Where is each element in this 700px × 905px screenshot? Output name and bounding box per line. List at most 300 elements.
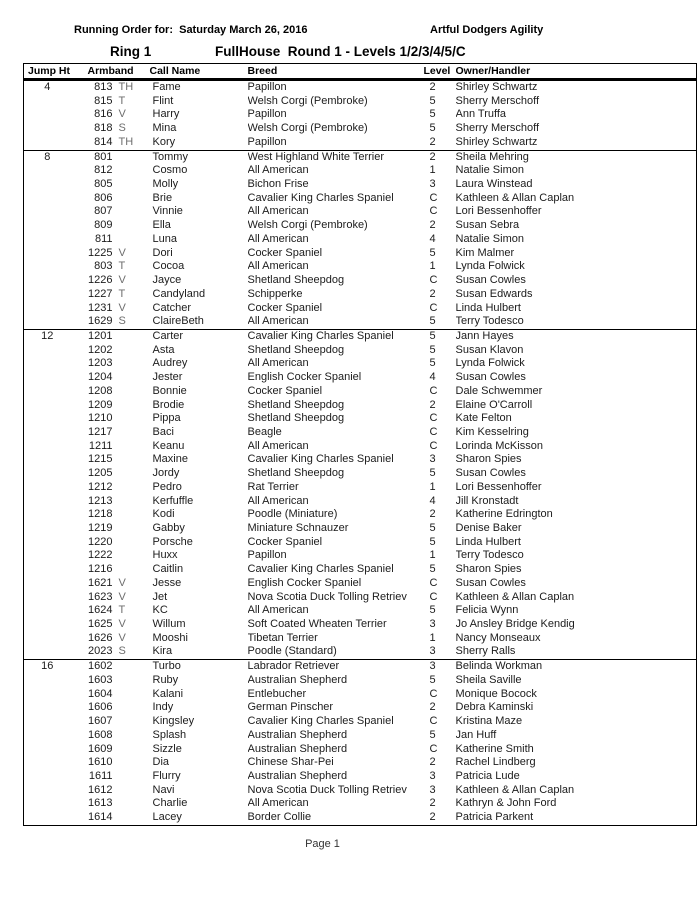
call-name-cell: Luna	[152, 232, 177, 245]
jump-height-cell	[24, 178, 71, 192]
header-jump-ht: Jump Ht	[28, 65, 70, 77]
table-header-row	[24, 64, 697, 80]
level-cell: C	[429, 439, 438, 452]
level-cell: 2	[429, 701, 436, 714]
armband-cell: 803	[94, 260, 113, 273]
owner-handler-cell: Denise Baker	[455, 522, 522, 534]
club-name: Artful Dodgers Agility	[430, 24, 544, 36]
level-cell: 5	[429, 108, 436, 121]
armband-cell: 1210	[88, 412, 113, 425]
owner-handler-cell: Susan Cowles	[455, 576, 526, 589]
page-number: Page 1	[305, 838, 340, 850]
jump-height-cell	[24, 302, 71, 316]
owner-handler-cell: Lynda Folwick	[455, 357, 525, 370]
owner-handler-cell: Terry Todesco	[455, 549, 524, 562]
owner-handler-cell: Kristina Maze	[455, 715, 523, 728]
owner-handler-cell: Patricia Parkent	[455, 811, 534, 824]
jump-height-cell	[24, 549, 71, 563]
jump-height-cell	[24, 412, 71, 426]
table-row	[24, 426, 697, 440]
armband-cell: 1205	[88, 467, 113, 480]
armband-tag-cell	[113, 399, 143, 413]
armband-tag-cell	[113, 178, 143, 192]
owner-handler-cell: Patricia Lude	[455, 769, 520, 782]
call-name-cell: Splash	[152, 728, 187, 741]
owner-handler-cell: Jan Huff	[455, 728, 497, 741]
breed-cell: Papillon	[247, 549, 287, 562]
owner-handler-cell: Sherry Merschoff	[455, 94, 540, 107]
jump-height-cell	[24, 522, 71, 536]
level-cell: 5	[429, 563, 436, 576]
table-row	[24, 399, 697, 413]
armband-tag-cell	[113, 440, 143, 454]
jump-height-cell	[24, 205, 71, 219]
breed-cell: Papillon	[247, 81, 287, 93]
level-cell: 4	[429, 371, 436, 384]
table-row	[24, 674, 697, 688]
breed-cell: Cavalier King Charles Spaniel	[247, 715, 394, 728]
armband-tag-cell	[113, 205, 143, 219]
owner-handler-cell: Shirley Schwartz	[455, 135, 538, 148]
table-row	[24, 508, 697, 522]
breed-cell: Beagle	[247, 425, 282, 438]
call-name-cell: Cosmo	[152, 164, 188, 177]
armband-tag-cell	[113, 660, 143, 674]
breed-cell: Shetland Sheepdog	[247, 398, 345, 411]
jump-height-cell	[24, 729, 71, 743]
jump-height-cell	[24, 688, 71, 702]
armband-tag-cell	[113, 344, 143, 358]
armband-cell: 1607	[88, 715, 113, 728]
owner-handler-cell: Sherry Ralls	[455, 645, 516, 658]
armband-cell: 1613	[88, 797, 113, 810]
owner-handler-cell: Belinda Workman	[455, 660, 543, 673]
owner-handler-cell: Sharon Spies	[455, 563, 522, 576]
owner-handler-cell: Katherine Smith	[455, 742, 534, 755]
armband-tag-cell: V	[118, 576, 126, 589]
armband-cell: 806	[94, 191, 113, 204]
header-owner-handler: Owner/Handler	[455, 65, 531, 77]
breed-cell: Australian Shepherd	[247, 769, 348, 782]
breed-cell: Tibetan Terrier	[247, 631, 318, 644]
table-row	[24, 122, 697, 136]
table-row	[24, 467, 697, 481]
call-name-cell: Sizzle	[152, 742, 182, 755]
armband-cell: 1226	[88, 274, 113, 287]
breed-cell: Chinese Shar-Pei	[247, 756, 334, 769]
owner-handler-cell: Susan Cowles	[455, 371, 526, 384]
jump-height-cell	[24, 108, 71, 122]
table-row	[24, 784, 697, 798]
armband-cell: 1604	[88, 687, 113, 700]
armband-tag-cell: TH	[118, 81, 134, 93]
owner-handler-cell: Elaine O'Carroll	[455, 398, 533, 411]
table-row	[24, 481, 697, 495]
armband-tag-cell: TH	[118, 135, 134, 148]
table-row	[24, 178, 697, 192]
level-cell: 2	[429, 219, 436, 232]
level-cell: 5	[429, 329, 436, 342]
owner-handler-cell: Ann Truffa	[455, 108, 507, 121]
breed-cell: Australian Shepherd	[247, 673, 348, 686]
armband-tag-cell	[113, 192, 143, 206]
jump-height-cell	[24, 756, 71, 770]
breed-cell: Cocker Spaniel	[247, 246, 323, 259]
table-row	[24, 688, 697, 702]
call-name-cell: Kodi	[152, 508, 175, 521]
jump-height-cell	[24, 371, 71, 385]
breed-cell: Bichon Frise	[247, 178, 309, 191]
breed-cell: All American	[247, 164, 309, 177]
level-cell: C	[429, 191, 438, 204]
armband-tag-cell: V	[118, 590, 126, 603]
jump-height-cell	[24, 274, 71, 288]
armband-tag-cell: S	[118, 122, 126, 135]
armband-tag-cell: V	[118, 301, 126, 314]
call-name-cell: KC	[152, 604, 168, 617]
call-name-cell: Keanu	[152, 439, 185, 452]
armband-cell: 1204	[88, 371, 113, 384]
call-name-cell: Cocoa	[152, 260, 185, 273]
call-name-cell: Baci	[152, 425, 174, 438]
level-cell: C	[429, 576, 438, 589]
jump-height-cell	[24, 357, 71, 371]
breed-cell: German Pinscher	[247, 701, 334, 714]
armband-cell: 1625	[88, 618, 113, 631]
call-name-cell: Tommy	[152, 150, 188, 163]
level-cell: 2	[429, 287, 436, 300]
armband-tag-cell: V	[118, 618, 126, 631]
level-cell: 2	[429, 81, 436, 93]
table-row	[24, 632, 697, 646]
armband-tag-cell: V	[118, 246, 126, 259]
table-row	[24, 219, 697, 233]
jump-height-cell	[24, 164, 71, 178]
call-name-cell: Porsche	[152, 535, 193, 548]
level-cell: 2	[429, 756, 436, 769]
armband-cell: 1208	[88, 384, 113, 397]
table-row	[24, 371, 697, 385]
jump-height-cell	[24, 770, 71, 784]
jump-height-cell	[24, 288, 71, 302]
table-row	[24, 247, 697, 261]
breed-cell: West Highland White Terrier	[247, 150, 385, 163]
level-cell: C	[429, 205, 438, 218]
armband-cell: 801	[94, 150, 113, 163]
call-name-cell: Ella	[152, 219, 171, 232]
table-row	[24, 701, 697, 715]
armband-tag-cell	[113, 385, 143, 399]
owner-handler-cell: Kathryn & John Ford	[455, 797, 557, 810]
owner-handler-cell: Jill Kronstadt	[455, 494, 519, 507]
armband-cell: 807	[94, 205, 113, 218]
breed-cell: Australian Shepherd	[247, 728, 348, 741]
owner-handler-cell: Rachel Lindberg	[455, 756, 536, 769]
breed-cell: Cavalier King Charles Spaniel	[247, 191, 394, 204]
call-name-cell: Candyland	[152, 287, 206, 300]
call-name-cell: Mina	[152, 122, 177, 135]
jump-height-cell	[24, 508, 71, 522]
armband-cell: 1219	[88, 522, 113, 534]
call-name-cell: Flint	[152, 94, 174, 107]
armband-cell: 1216	[88, 563, 113, 576]
jump-height-cell	[24, 315, 71, 329]
call-name-cell: Kalani	[152, 687, 184, 700]
armband-tag-cell	[113, 150, 143, 164]
armband-cell: 1215	[88, 453, 113, 466]
level-cell: 1	[429, 480, 436, 493]
armband-tag-cell	[113, 412, 143, 426]
level-cell: 2	[429, 797, 436, 810]
owner-handler-cell: Lynda Folwick	[455, 260, 525, 273]
table-row	[24, 743, 697, 757]
armband-cell: 1602	[88, 660, 113, 673]
table-row	[24, 164, 697, 178]
breed-cell: Soft Coated Wheaten Terrier	[247, 618, 387, 631]
armband-cell: 1202	[88, 343, 113, 356]
level-cell: C	[429, 590, 438, 603]
armband-cell: 1603	[88, 673, 113, 686]
call-name-cell: Gabby	[152, 522, 185, 534]
owner-handler-cell: Laura Winstead	[455, 178, 533, 191]
armband-cell: 814	[94, 135, 113, 148]
level-cell: 5	[429, 94, 436, 107]
owner-handler-cell: Kathleen & Allan Caplan	[455, 590, 575, 603]
armband-tag-cell	[113, 233, 143, 247]
call-name-cell: Indy	[152, 701, 174, 714]
level-cell: 5	[429, 604, 436, 617]
table-row	[24, 577, 697, 591]
armband-cell: 1218	[88, 508, 113, 521]
table-row	[24, 797, 697, 811]
breed-cell: Schipperke	[247, 287, 303, 300]
armband-cell: 1203	[88, 357, 113, 370]
armband-cell: 1612	[88, 783, 113, 796]
table-row	[24, 811, 697, 825]
owner-handler-cell: Lorinda McKisson	[455, 439, 543, 452]
breed-cell: Welsh Corgi (Pembroke)	[247, 94, 368, 107]
level-cell: C	[429, 412, 438, 425]
level-cell: 3	[429, 783, 436, 796]
owner-handler-cell: Linda Hulbert	[455, 301, 521, 314]
breed-cell: Australian Shepherd	[247, 742, 348, 755]
table-header	[24, 64, 697, 80]
armband-tag-cell	[113, 371, 143, 385]
owner-handler-cell: Shirley Schwartz	[455, 81, 538, 93]
call-name-cell: Pedro	[152, 480, 182, 493]
armband-tag-cell	[113, 811, 143, 825]
armband-tag-cell	[113, 481, 143, 495]
armband-cell: 1624	[88, 604, 113, 617]
armband-tag-cell	[113, 729, 143, 743]
armband-cell: 1213	[88, 494, 113, 507]
breed-cell: All American	[247, 494, 309, 507]
breed-cell: Welsh Corgi (Pembroke)	[247, 122, 368, 135]
breed-cell: Papillon	[247, 135, 287, 148]
owner-handler-cell: Linda Hulbert	[455, 535, 521, 548]
table-row	[24, 357, 697, 371]
table-row	[24, 660, 697, 674]
armband-tag-cell	[113, 797, 143, 811]
level-cell: 1	[429, 260, 436, 273]
armband-cell: 1611	[88, 769, 113, 782]
table-row	[24, 205, 697, 219]
level-cell: C	[429, 715, 438, 728]
breed-cell: All American	[247, 797, 309, 810]
table-row	[24, 770, 697, 784]
armband-tag-cell: T	[118, 94, 126, 107]
table-row	[24, 715, 697, 729]
level-cell: C	[429, 742, 438, 755]
owner-handler-cell: Dale Schwemmer	[455, 384, 543, 397]
armband-tag-cell	[113, 522, 143, 536]
table-row	[24, 95, 697, 109]
level-cell: 2	[429, 508, 436, 521]
call-name-cell: Pippa	[152, 412, 181, 425]
jump-height-cell: 4	[44, 81, 51, 93]
table-row	[24, 549, 697, 563]
breed-cell: Welsh Corgi (Pembroke)	[247, 219, 368, 232]
level-cell: 3	[429, 178, 436, 191]
table-row	[24, 536, 697, 550]
call-name-cell: Catcher	[152, 301, 192, 314]
level-cell: C	[429, 425, 438, 438]
jump-height-cell	[24, 136, 71, 150]
armband-tag-cell	[113, 329, 143, 343]
jump-height-cell	[24, 467, 71, 481]
call-name-cell: Jordy	[152, 467, 180, 480]
armband-cell: 1609	[88, 742, 113, 755]
jump-height-cell	[24, 95, 71, 109]
armband-cell: 1225	[88, 246, 113, 259]
jump-height-cell: 16	[41, 660, 54, 673]
jump-height-cell	[24, 701, 71, 715]
call-name-cell: Ruby	[152, 673, 179, 686]
owner-handler-cell: Nancy Monseaux	[455, 631, 541, 644]
breed-cell: Papillon	[247, 108, 287, 121]
owner-handler-cell: Kim Malmer	[455, 246, 515, 259]
armband-cell: 1222	[88, 549, 113, 562]
jump-height-cell: 8	[44, 150, 51, 163]
table-row	[24, 150, 697, 164]
header-breed: Breed	[247, 65, 278, 77]
breed-cell: Nova Scotia Duck Tolling Retriev	[247, 590, 407, 603]
jump-height-cell	[24, 784, 71, 798]
armband-cell: 1231	[88, 301, 113, 314]
armband-cell: 1610	[88, 756, 113, 769]
table-row	[24, 618, 697, 632]
table-row	[24, 344, 697, 358]
owner-handler-cell: Jann Hayes	[455, 329, 514, 342]
call-name-cell: Turbo	[152, 660, 181, 673]
header-armband: Armband	[87, 65, 134, 77]
breed-cell: Poodle (Miniature)	[247, 508, 338, 521]
armband-cell: 816	[94, 108, 113, 121]
breed-cell: All American	[247, 357, 309, 370]
owner-handler-cell: Sherry Merschoff	[455, 122, 540, 135]
breed-cell: Cavalier King Charles Spaniel	[247, 453, 394, 466]
owner-handler-cell: Susan Edwards	[455, 287, 533, 300]
jump-height-cell	[24, 645, 71, 659]
table-row	[24, 645, 697, 659]
table-row	[24, 604, 697, 618]
armband-tag-cell	[113, 536, 143, 550]
table-row	[24, 385, 697, 399]
armband-cell: 1629	[88, 315, 113, 328]
armband-cell: 1623	[88, 590, 113, 603]
breed-cell: Miniature Schnauzer	[247, 522, 349, 534]
level-cell: 1	[429, 164, 436, 177]
table-row	[24, 522, 697, 536]
owner-handler-cell: Kate Felton	[455, 412, 512, 425]
jump-height-cell	[24, 247, 71, 261]
call-name-cell: Carter	[152, 329, 184, 342]
table-row	[24, 288, 697, 302]
level-cell: C	[429, 301, 438, 314]
level-cell: 3	[429, 660, 436, 673]
event-title: FullHouse Round 1 - Levels 1/2/3/4/5/C	[215, 44, 466, 59]
call-name-cell: Kira	[152, 645, 173, 658]
level-cell: 5	[429, 467, 436, 480]
table-row	[24, 108, 697, 122]
call-name-cell: Brie	[152, 191, 173, 204]
call-name-cell: Audrey	[152, 357, 188, 370]
running-order-body	[24, 80, 697, 826]
breed-cell: Shetland Sheepdog	[247, 343, 345, 356]
breed-cell: Border Collie	[247, 811, 312, 824]
owner-handler-cell: Jo Ansley Bridge Kendig	[455, 618, 575, 631]
armband-cell: 1626	[88, 631, 113, 644]
level-cell: 5	[429, 315, 436, 328]
level-cell: 5	[429, 246, 436, 259]
level-cell: 2	[429, 398, 436, 411]
armband-tag-cell	[113, 549, 143, 563]
owner-handler-cell: Kathleen & Allan Caplan	[455, 783, 575, 796]
table-row	[24, 729, 697, 743]
armband-cell: 1220	[88, 535, 113, 548]
table-row	[24, 495, 697, 509]
ring-event-line	[0, 44, 700, 61]
table-row	[24, 136, 697, 150]
owner-handler-cell: Lori Bessenhoffer	[455, 205, 542, 218]
call-name-cell: Mooshi	[152, 631, 188, 644]
level-cell: 5	[429, 673, 436, 686]
level-cell: 5	[429, 535, 436, 548]
armband-cell: 815	[94, 94, 113, 107]
jump-height-cell	[24, 715, 71, 729]
breed-cell: All American	[247, 604, 309, 617]
armband-tag-cell: V	[118, 108, 126, 121]
armband-tag-cell	[113, 495, 143, 509]
breed-cell: Shetland Sheepdog	[247, 274, 345, 287]
breed-cell: Labrador Retriever	[247, 660, 340, 673]
jump-height-cell	[24, 440, 71, 454]
owner-handler-cell: Susan Cowles	[455, 467, 526, 480]
jump-height-cell	[24, 344, 71, 358]
breed-cell: Cavalier King Charles Spaniel	[247, 563, 394, 576]
jump-height-cell	[24, 260, 71, 274]
breed-cell: Poodle (Standard)	[247, 645, 337, 658]
call-name-cell: Charlie	[152, 797, 188, 810]
armband-tag-cell: T	[118, 604, 126, 617]
armband-tag-cell: T	[118, 287, 126, 300]
breed-cell: All American	[247, 260, 309, 273]
call-name-cell: Bonnie	[152, 384, 187, 397]
jump-height-cell	[24, 563, 71, 577]
jump-height-cell: 12	[41, 329, 54, 342]
owner-handler-cell: Sheila Saville	[455, 673, 522, 686]
armband-cell: 813	[94, 81, 113, 93]
